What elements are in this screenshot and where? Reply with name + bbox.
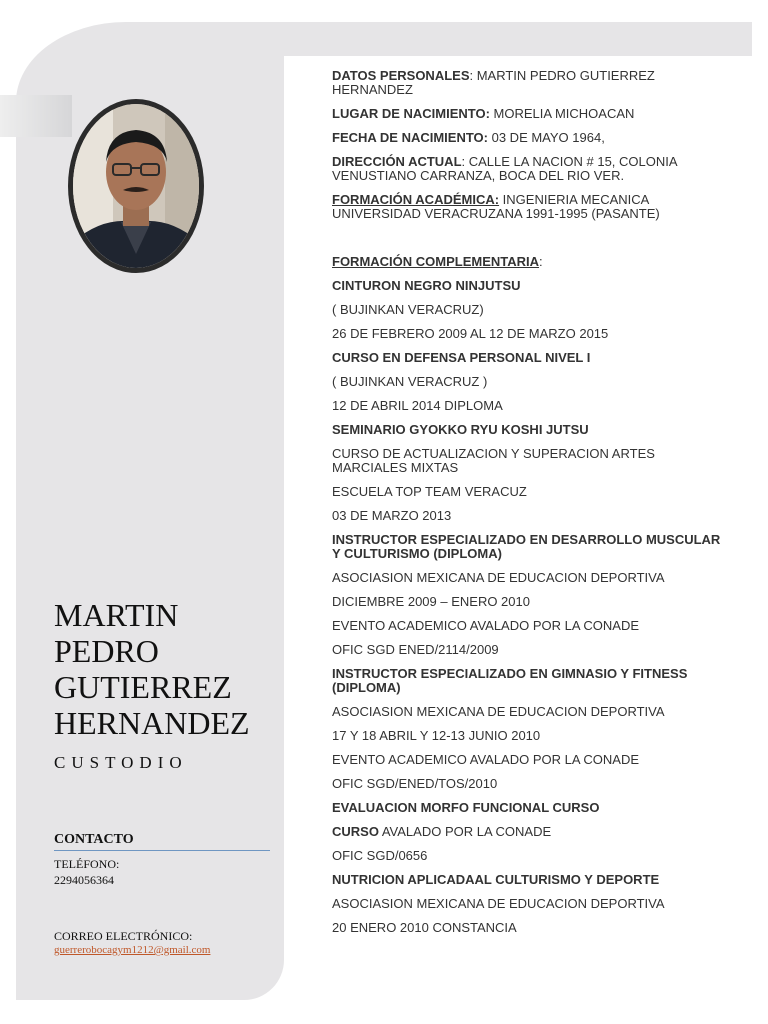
current-address	[332, 155, 732, 183]
list-item: 26 DE FEBRERO 2009 AL 12 DE MARZO 2015	[332, 326, 609, 341]
list-item: OFIC SGD/0656	[332, 848, 428, 863]
birthplace	[332, 107, 732, 121]
field-label: FORMACIÓN ACADÉMICA:	[332, 192, 500, 207]
profile-photo	[73, 104, 199, 268]
list-item: CINTURON NEGRO NINJUTSU	[332, 278, 521, 293]
course-line	[332, 825, 732, 839]
spacer	[332, 231, 732, 255]
field-value: : CALLE LA NACION # 15, COLONIA VENUSTIANO CARRANZA, BOCA DEL RIO VER.	[332, 154, 677, 183]
list-item: INSTRUCTOR ESPECIALIZADO EN GIMNASIO Y FITNESS (DIPLOMA)	[332, 666, 688, 695]
list-item: 12 DE ABRIL 2014 DIPLOMA	[332, 398, 503, 413]
name-line: HERNANDEZ	[54, 705, 250, 741]
personal-data	[332, 69, 732, 97]
list-item: DICIEMBRE 2009 – ENERO 2010	[332, 594, 530, 609]
list-item: EVENTO ACADEMICO AVALADO POR LA CONADE	[332, 618, 640, 633]
list-item: CURSO DE ACTUALIZACION Y SUPERACION ARTES MARCIALES MIXTAS	[332, 446, 655, 475]
field-label: DIRECCIÓN ACTUAL	[332, 154, 462, 169]
candidate-name	[54, 597, 274, 741]
list-item: ( BUJINKAN VERACRUZ )	[332, 374, 488, 389]
phone-label: TELÉFONO:	[54, 857, 120, 871]
list-item: OFIC SGD ENED/2114/2009	[332, 642, 499, 657]
decorative-tab	[0, 95, 72, 137]
field-label: DATOS PERSONALES	[332, 68, 470, 83]
field-label: LUGAR DE NACIMIENTO:	[332, 106, 490, 121]
phone-number: 2294056364	[54, 873, 114, 887]
complementary-heading	[332, 255, 732, 269]
list-item: INSTRUCTOR ESPECIALIZADO EN DESARROLLO MUSCULAR Y CULTURISMO (DIPLOMA)	[332, 532, 721, 561]
field-value: : MARTIN PEDRO GUTIERREZ HERNANDEZ	[332, 68, 655, 97]
list-item: EVALUACION MORFO FUNCIONAL CURSO	[332, 800, 600, 815]
list-item: ( BUJINKAN VERACRUZ)	[332, 302, 484, 317]
list-item: ESCUELA TOP TEAM VERACUZ	[332, 484, 527, 499]
resume-content	[332, 69, 732, 945]
name-line: PEDRO	[54, 633, 159, 669]
list-item: ASOCIASION MEXICANA DE EDUCACION DEPORTIVA	[332, 896, 665, 911]
field-label: CURSO	[332, 824, 379, 839]
field-value: AVALADO POR LA CONADE	[378, 824, 552, 839]
list-item: SEMINARIO GYOKKO RYU KOSHI JUTSU	[332, 422, 589, 437]
name-line: MARTIN	[54, 597, 179, 633]
field-value: INGENIERIA MECANICA UNIVERSIDAD VERACRUZANA 1991-1995 (PASANTE)	[332, 192, 660, 221]
section-heading: FORMACIÓN COMPLEMENTARIA	[332, 254, 540, 269]
list-item: 20 ENERO 2010 CONSTANCIA	[332, 920, 517, 935]
heading-suffix: :	[539, 254, 543, 269]
list-item: 17 Y 18 ABRIL Y 12-13 JUNIO 2010	[332, 728, 541, 743]
list-item: ASOCIASION MEXICANA DE EDUCACION DEPORTIVA	[332, 704, 665, 719]
email-label: CORREO ELECTRÓNICO:	[54, 929, 193, 943]
field-value: 03 DE MAYO 1964,	[488, 130, 605, 145]
complementary-list	[332, 279, 732, 815]
list-item: NUTRICION APLICADAAL CULTURISMO Y DEPORTE	[332, 872, 660, 887]
list-item: ASOCIASION MEXICANA DE EDUCACION DEPORTIVA	[332, 570, 665, 585]
list-item: EVENTO ACADEMICO AVALADO POR LA CONADE	[332, 752, 640, 767]
name-line: GUTIERREZ	[54, 669, 232, 705]
contact-heading: CONTACTO	[54, 832, 270, 851]
job-title: CUSTODIO	[54, 753, 188, 772]
birthdate	[332, 131, 732, 145]
list-item: 03 DE MARZO 2013	[332, 508, 452, 523]
complementary-list-tail	[332, 849, 732, 935]
field-value: MORELIA MICHOACAN	[489, 106, 635, 121]
field-label: FECHA DE NACIMIENTO:	[332, 130, 488, 145]
list-item: OFIC SGD/ENED/TOS/2010	[332, 776, 498, 791]
list-item: CURSO EN DEFENSA PERSONAL NIVEL I	[332, 350, 591, 365]
email-link[interactable]: guerrerobocagym1212@gmail.com	[54, 944, 211, 956]
academic-education	[332, 193, 732, 221]
